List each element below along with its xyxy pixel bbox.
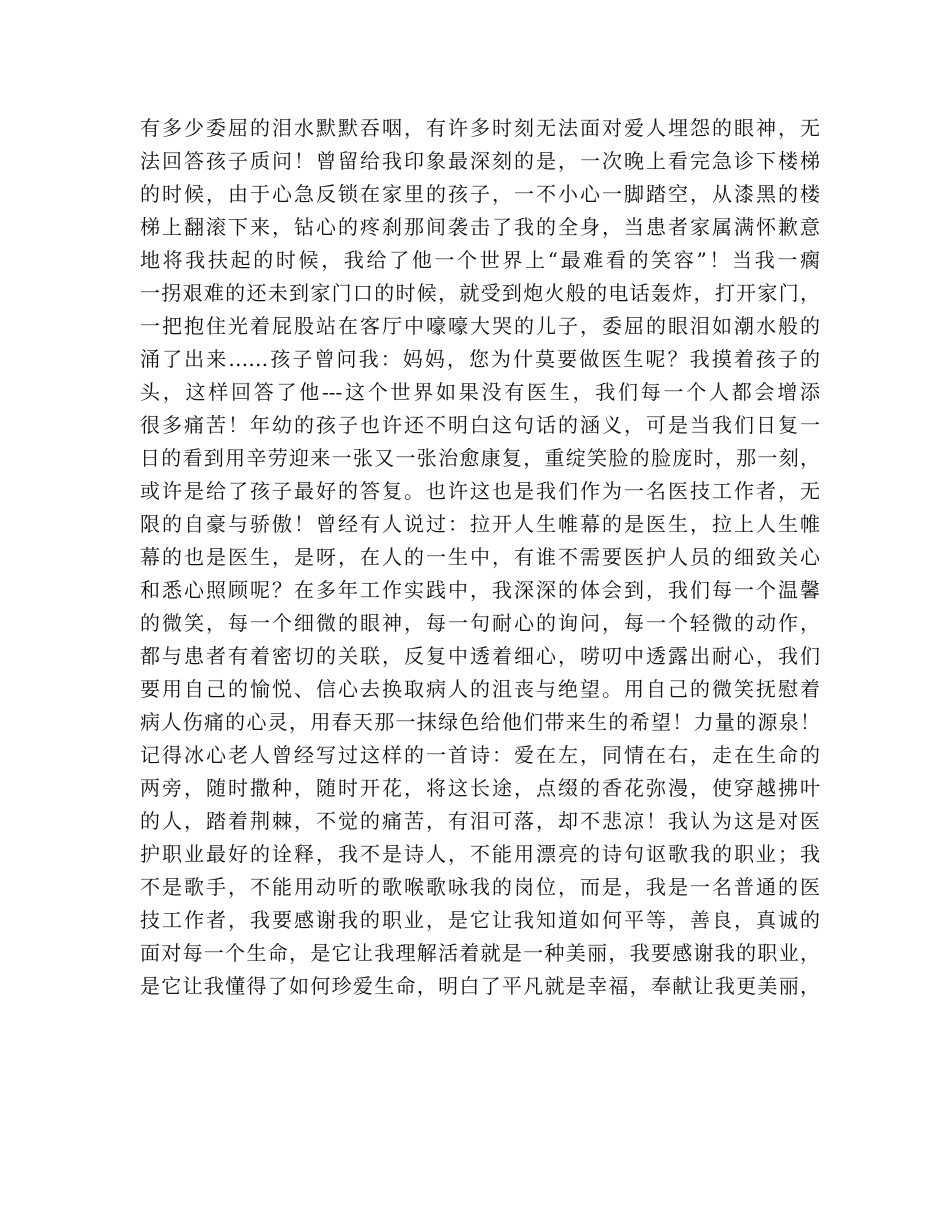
text-line: 的时候，由于心急反锁在家里的孩子，一不小心一脚踏空，从漆黑的楼 [140,182,820,206]
text-line: 病人伤痛的心灵，用春天那一抹绿色给他们带来生的希望！力量的源泉！ [140,710,820,734]
text-line: 面对每一个生命，是它让我理解活着就是一种美丽，我要感谢我的职业， [140,941,820,965]
text-line: 的微笑，每一个细微的眼神，每一句耐心的询问，每一个轻微的动作， [140,611,820,635]
text-line: 法回答孩子质问！曾留给我印象最深刻的是，一次晚上看完急诊下楼梯 [140,149,820,173]
text-line: 的人，踏着荆棘，不觉的痛苦，有泪可落，却不悲凉！我认为这是对医 [140,809,820,833]
text-line: 梯上翻滚下来，钻心的疼刹那间袭击了我的全身，当患者家属满怀歉意 [140,215,820,239]
text-line: 限的自豪与骄傲！曾经有人说过：拉开人生帷幕的是医生，拉上人生帷 [140,512,820,536]
text-line: 涌了出来……孩子曾问我：妈妈，您为什莫要做医生呢？我摸着孩子的 [140,347,820,371]
text-line: 地将我扶起的时候，我给了他一个世界上“最难看的笑容”！当我一瘸 [140,248,820,272]
text-line: 护职业最好的诠释，我不是诗人，不能用漂亮的诗句讴歌我的职业；我 [140,842,820,866]
text-line: 都与患者有着密切的关联，反复中透着细心，唠叨中透露出耐心，我们 [140,644,820,668]
text-line: 一拐艰难的还未到家门口的时候，就受到炮火般的电话轰炸，打开家门， [140,281,820,305]
text-line: 和悉心照顾呢？在多年工作实践中，我深深的体会到，我们每一个温馨 [140,578,820,602]
body-text [140,112,820,1003]
text-line: 不是歌手，不能用动听的歌喉歌咏我的岗位，而是，我是一名普通的医 [140,875,820,899]
text-line: 是它让我懂得了如何珍爱生命，明白了平凡就是幸福，奉献让我更美丽， [140,974,820,998]
text-line: 一把抱住光着屁股站在客厅中嚎嚎大哭的儿子，委屈的眼泪如潮水般的 [140,314,820,338]
text-line: 技工作者，我要感谢我的职业，是它让我知道如何平等，善良，真诚的 [140,908,820,932]
text-line: 要用自己的愉悦、信心去换取病人的沮丧与绝望。用自己的微笑抚慰着 [140,677,820,701]
text-line: 有多少委屈的泪水默默吞咽，有许多时刻无法面对爱人埋怨的眼神，无 [140,116,820,140]
text-line: 头，这样回答了他---这个世界如果没有医生，我们每一个人都会增添 [140,380,820,404]
text-line: 日的看到用辛劳迎来一张又一张治愈康复，重绽笑脸的脸庞时，那一刻， [140,446,820,470]
text-line: 幕的也是医生，是呀，在人的一生中，有谁不需要医护人员的细致关心 [140,545,820,569]
text-line: 或许是给了孩子最好的答复。也许这也是我们作为一名医技工作者，无 [140,479,820,503]
text-line: 很多痛苦！年幼的孩子也许还不明白这句话的涵义，可是当我们日复一 [140,413,820,437]
text-line: 记得冰心老人曾经写过这样的一首诗：爱在左，同情在右，走在生命的 [140,743,820,767]
text-line: 两旁，随时撒种，随时开花，将这长途，点缀的香花弥漫，使穿越拂叶 [140,776,820,800]
